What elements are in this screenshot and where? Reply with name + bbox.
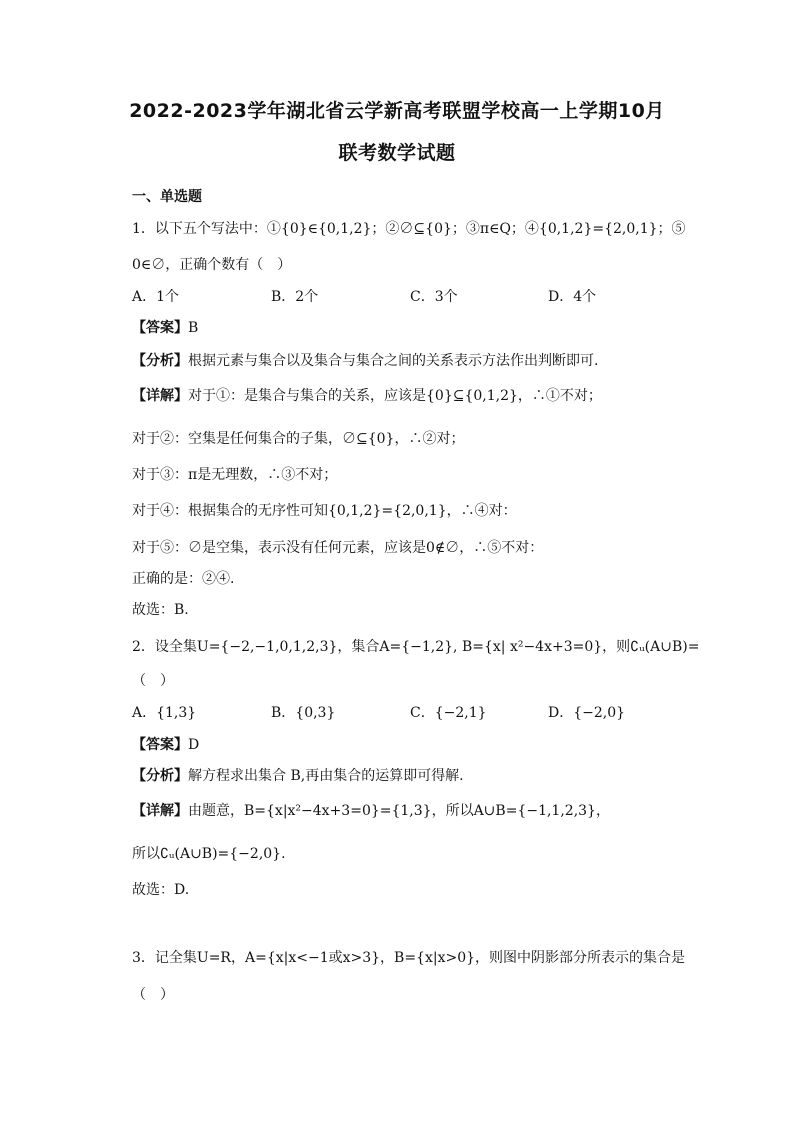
q2-detail-row1 (132, 800, 734, 820)
analysis-tag: 【分析】 (132, 768, 188, 784)
q1-option-c: C．3个 (410, 289, 458, 305)
q1-stem-line2: 0∈∅，正确个数有（ ） (132, 257, 292, 273)
q1-answer: B (188, 320, 199, 336)
q2-analysis: 解方程求出集合 B,再由集合的运算即可得解. (188, 768, 464, 784)
answer-tag: 【答案】 (132, 320, 188, 336)
q1-choose: 故选：B. (132, 602, 189, 618)
q2-option-a: A．{1,3} (132, 705, 197, 721)
q2-answer-row (132, 734, 734, 754)
q1-option-b: B．2个 (271, 289, 319, 305)
q1-detail-2: 对于②：空集是任何集合的子集，∅⊆{0}，∴②对； (132, 431, 465, 447)
q2-option-d: D．{−2,0} (548, 705, 626, 721)
q2-answer: D (188, 737, 200, 753)
q2-stem-line2: （ ） (132, 673, 174, 689)
q2-detail-1: 由题意，B={x|x²−4x+3=0}={1,3}，所以A∪B={−1,1,2,3}， (188, 803, 610, 819)
q2-choose: 故选：D. (132, 882, 190, 898)
q1-option-a: A．1个 (132, 289, 180, 305)
q2-stem-line1: 2．设全集U={−2,−1,0,1,2,3}，集合A={−1,2}, B={x| x²−4x+3=0}，则∁ᵤ(A∪B)= (132, 639, 700, 655)
q1-detail-3: 对于③：π是无理数，∴③不对； (132, 467, 338, 483)
q1-stem-line1: 1．以下五个写法中：①{0}∈{0,1,2}；②∅⊆{0}；③π∈Q；④{0,1,2}={2,0,1}；⑤ (132, 221, 686, 237)
q1-answer-row (132, 317, 734, 337)
q1-detail-1: 对于①：是集合与集合的关系，应该是{0}⊆{0,1,2}，∴①不对； (188, 388, 602, 404)
q1-detail-6: 正确的是：②④. (132, 571, 235, 587)
exam-title-line2: 联考数学试题 (338, 142, 456, 164)
section-heading: 一、单选题 (132, 189, 202, 205)
answer-tag: 【答案】 (132, 737, 188, 753)
q2-detail-2: 所以∁ᵤ(A∪B)={−2,0}. (132, 846, 286, 862)
q3-stem-line1: 3．记全集U=R，A={x|x<−1或x>3}，B={x|x>0}，则图中阴影部分所表示的集合是 (132, 950, 686, 966)
q1-option-d: D．4个 (548, 289, 597, 305)
q1-detail-4: 对于④：根据集合的无序性可知{0,1,2}={2,0,1}，∴④对： (132, 503, 517, 519)
exam-title-line1: 2022-2023学年湖北省云学新高考联盟学校高一上学期10月 (129, 100, 665, 122)
detail-tag: 【详解】 (132, 388, 188, 404)
analysis-tag: 【分析】 (132, 353, 188, 369)
q1-analysis-row (132, 350, 734, 370)
q1-detail-5: 对于⑤：∅是空集，表示没有任何元素，应该是0∉∅，∴⑤不对： (132, 540, 544, 556)
detail-tag: 【详解】 (132, 803, 188, 819)
q1-detail-row1 (132, 385, 734, 405)
q2-analysis-row (132, 765, 734, 785)
q2-option-c: C．{−2,1} (410, 705, 487, 721)
q3-stem-line2: （ ） (132, 987, 174, 1003)
q2-option-b: B．{0,3} (271, 705, 336, 721)
q1-analysis: 根据元素与集合以及集合与集合之间的关系表示方法作出判断即可. (188, 353, 599, 369)
